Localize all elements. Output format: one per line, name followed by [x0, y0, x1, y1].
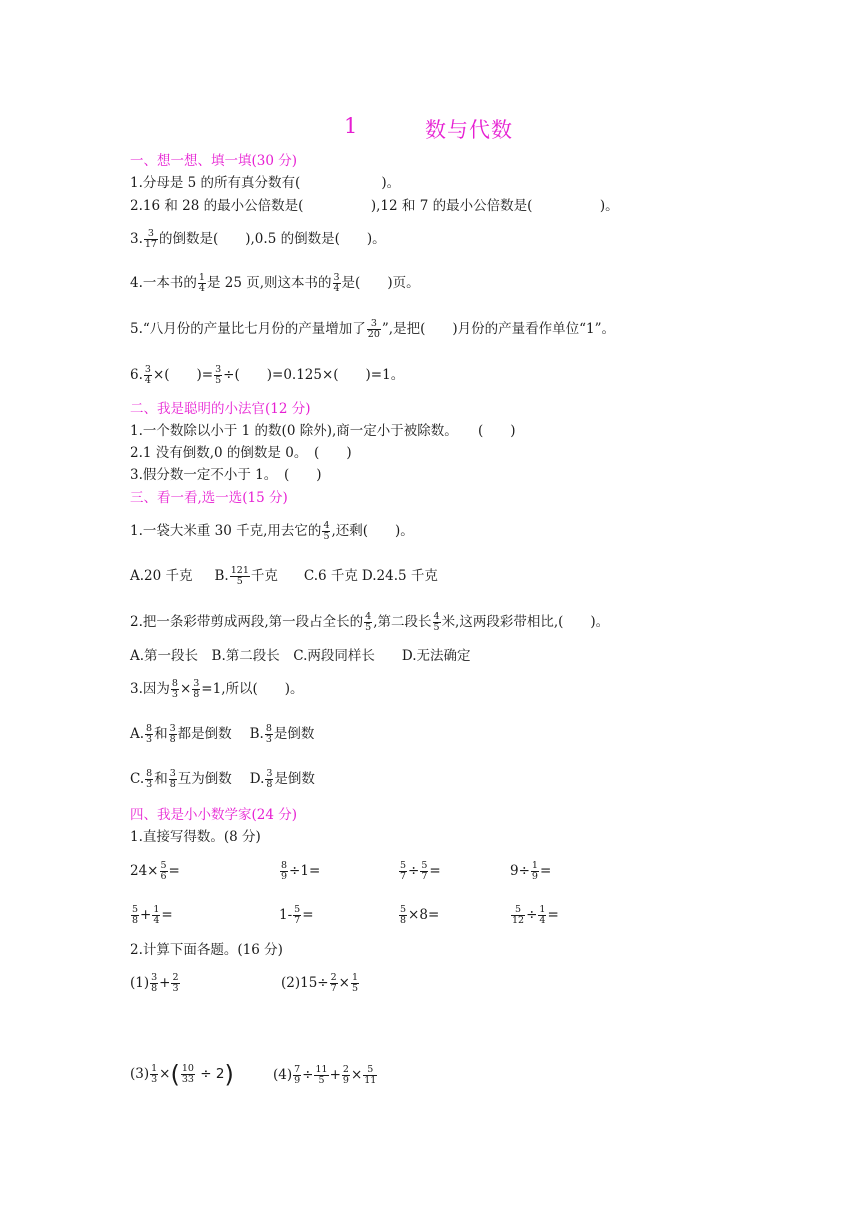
denominator: 5	[236, 576, 243, 587]
s2-question-1: 1.一个数除以小于 1 的数(0 除外),商一定小于被除数。 ( )	[130, 423, 516, 439]
problem-label: (3)	[130, 1066, 150, 1082]
numerator: 1	[198, 272, 205, 283]
s1-question-3	[130, 226, 386, 252]
numerator: 1	[153, 904, 160, 915]
denominator: 7	[330, 983, 337, 994]
title-number: 1	[344, 114, 358, 138]
fraction	[367, 319, 381, 340]
q-text: ,第二段长	[373, 614, 432, 630]
fraction	[214, 365, 222, 386]
denominator: 3	[146, 734, 153, 745]
denominator: 17	[144, 239, 157, 250]
option-c: C.	[130, 771, 145, 787]
expr-text: 1-	[279, 907, 293, 923]
fraction	[181, 1064, 195, 1085]
calc-item	[130, 902, 173, 928]
s3-question-3	[130, 676, 304, 702]
numerator: 3	[151, 972, 158, 983]
fraction	[333, 273, 341, 294]
denominator: 7	[294, 915, 301, 926]
s3-question-1-options	[130, 563, 438, 589]
operator: ÷1=	[289, 863, 321, 879]
calc-item	[398, 858, 441, 884]
option-d: D.	[249, 771, 265, 787]
numerator: 2	[172, 972, 179, 983]
denominator: 20	[367, 329, 380, 340]
section-1-heading: 一、想一想、填一填(30 分)	[130, 153, 298, 169]
fraction	[265, 769, 273, 790]
q-text: ×( )=	[152, 367, 214, 383]
denominator: 5	[351, 983, 359, 994]
denominator: 3	[171, 689, 178, 700]
numerator: 5	[160, 860, 167, 871]
fraction	[144, 229, 158, 250]
q-text: 互为倒数	[177, 771, 232, 787]
denominator: 8	[169, 779, 176, 790]
denominator: 5	[215, 375, 222, 386]
fraction	[399, 905, 407, 926]
s1-question-6	[130, 362, 404, 388]
fraction	[342, 1065, 350, 1086]
q-text: 是倒数	[274, 771, 315, 787]
equals: =	[161, 907, 173, 923]
fraction	[363, 1065, 377, 1086]
option-a: A.20 千克	[130, 568, 193, 584]
equals: =	[429, 863, 441, 879]
problem-label: (4)	[273, 1067, 293, 1083]
equals: =	[168, 863, 180, 879]
denominator: 4	[198, 283, 205, 294]
calc-item	[510, 858, 551, 884]
q-text: 3.因为	[130, 681, 170, 697]
fraction	[169, 724, 177, 745]
fraction	[314, 1065, 328, 1086]
q-text: 4.一本书的	[130, 275, 197, 291]
q-text: 5.“八月份的产量比七月份的产量增加了	[130, 321, 366, 337]
q-text: 2.把一条彩带剪成两段,第一段占全长的	[130, 614, 364, 630]
numerator: 1	[531, 860, 538, 871]
q-text: =1,所以( )。	[201, 681, 304, 697]
q-prefix: 6.	[130, 367, 143, 383]
calc-item	[398, 902, 439, 928]
denominator: 7	[421, 871, 428, 882]
denominator: 8	[193, 689, 200, 700]
denominator: 8	[266, 779, 273, 790]
calc-item	[510, 902, 559, 928]
operator: ÷ 2	[200, 1066, 225, 1082]
s1-question-5	[130, 316, 615, 342]
calc-problem-4	[273, 1062, 378, 1088]
section-3-heading: 三、看一看,选一选(15 分)	[130, 490, 288, 506]
fraction	[169, 769, 177, 790]
equals: =	[547, 907, 559, 923]
denominator: 3	[146, 779, 153, 790]
calc-problem-2	[281, 970, 360, 996]
fraction	[364, 612, 372, 633]
fraction	[145, 724, 153, 745]
denominator: 8	[169, 734, 176, 745]
fraction	[171, 973, 179, 994]
problem-label: (2)15÷	[281, 975, 329, 991]
operator: ×	[350, 1067, 363, 1083]
denominator: 4	[333, 283, 340, 294]
denominator: 4	[153, 915, 160, 926]
q-text: 是( )页。	[341, 275, 420, 291]
numerator: 8	[146, 723, 153, 734]
q-text: 米,这两段彩带相比,( )。	[441, 614, 610, 630]
numerator: 3	[144, 229, 158, 240]
q-text: ,还剩( )。	[331, 523, 414, 539]
s3-question-3-options-cd	[130, 766, 315, 792]
numerator: 8	[265, 723, 272, 734]
q-text: 和	[154, 771, 168, 787]
equals: =	[302, 907, 314, 923]
fraction	[433, 612, 441, 633]
operator: +	[140, 907, 152, 923]
s1-question-4	[130, 270, 420, 296]
operator: ÷	[408, 863, 420, 879]
fraction	[531, 861, 539, 882]
numerator: 3	[215, 364, 222, 375]
operator: +	[329, 1067, 341, 1083]
s1-question-1: 1.分母是 5 的所有真分数有( )。	[130, 175, 401, 191]
operator: ÷	[302, 1067, 314, 1083]
fraction	[160, 861, 168, 882]
numerator: 4	[433, 611, 440, 622]
operator: ÷	[526, 907, 538, 923]
denominator: 12	[512, 915, 525, 926]
denominator: 5	[365, 622, 372, 633]
numerator: 10	[181, 1063, 194, 1074]
option-b: B.	[249, 726, 264, 742]
fraction	[171, 679, 179, 700]
q-text: 都是倒数	[177, 726, 232, 742]
numerator: 8	[146, 768, 153, 779]
numerator: 2	[342, 1064, 349, 1075]
fraction	[150, 973, 158, 994]
s4-subheading-1: 1.直接写得数。(8 分)	[130, 829, 261, 845]
numerator: 3	[367, 319, 381, 330]
numerator: 2	[330, 972, 337, 983]
numerator: 8	[171, 678, 178, 689]
numerator: 5	[132, 904, 139, 915]
calc-item	[279, 858, 320, 884]
s3-question-2-options: A.第一段长 B.第二段长 C.两段同样长 D.无法确定	[130, 648, 471, 664]
numerator: 3	[169, 723, 176, 734]
denominator: 7	[400, 871, 407, 882]
denominator: 8	[400, 915, 407, 926]
denominator: 3	[172, 983, 179, 994]
numerator: 3	[193, 678, 200, 689]
numerator: 4	[323, 520, 330, 531]
numerator: 5	[421, 860, 428, 871]
calc-problem-3	[130, 1060, 234, 1089]
option-a: A.	[130, 726, 145, 742]
fraction	[420, 861, 428, 882]
denominator: 11	[364, 1075, 377, 1086]
numerator: 3	[333, 272, 340, 283]
fraction	[293, 905, 301, 926]
denominator: 3	[151, 1074, 158, 1085]
operator: +	[159, 975, 171, 991]
calc-item	[279, 902, 314, 928]
fraction	[511, 905, 525, 926]
denominator: 9	[294, 1075, 301, 1086]
numerator: 11	[315, 1064, 328, 1075]
fraction	[230, 566, 250, 587]
left-paren: (	[170, 1060, 180, 1089]
fraction	[322, 521, 330, 542]
problem-label: (1)	[130, 975, 150, 991]
operator: ×	[338, 975, 350, 991]
expr-text: 9÷	[510, 863, 530, 879]
fraction	[293, 1065, 301, 1086]
numerator: 1	[151, 1063, 158, 1074]
expr-text: 24×	[130, 863, 159, 879]
calc-problem-1	[130, 970, 181, 996]
numerator: 3	[169, 768, 176, 779]
numerator: 8	[281, 860, 288, 871]
denominator: 4	[144, 375, 151, 386]
q-text: ”,是把( )月份的产量看作单位“1”。	[381, 321, 616, 337]
numerator: 4	[365, 611, 372, 622]
denominator: 5	[318, 1075, 325, 1086]
q-text: ×	[179, 681, 192, 697]
denominator: 5	[433, 622, 440, 633]
denominator: 6	[160, 871, 167, 882]
q-prefix: 3.	[130, 231, 143, 247]
fraction	[152, 905, 160, 926]
numerator: 1	[351, 972, 359, 983]
denominator: 33	[181, 1074, 194, 1085]
numerator: 5	[400, 904, 407, 915]
numerator: 5	[511, 905, 525, 916]
fraction	[150, 1064, 158, 1085]
fraction	[198, 273, 206, 294]
denominator: 5	[323, 531, 330, 542]
q-text: ÷( )=0.125×( )=1。	[223, 367, 405, 383]
numerator: 3	[266, 768, 273, 779]
fraction	[399, 861, 407, 882]
denominator: 9	[342, 1075, 349, 1086]
right-paren: )	[224, 1060, 234, 1089]
numerator: 7	[294, 1064, 301, 1075]
denominator: 4	[539, 915, 546, 926]
fraction	[192, 679, 200, 700]
s1-question-2: 2.16 和 28 的最小公倍数是( ),12 和 7 的最小公倍数是( )。	[130, 198, 619, 214]
operator: ×8=	[408, 907, 440, 923]
denominator: 9	[281, 871, 288, 882]
calc-item	[130, 858, 180, 884]
fraction	[265, 724, 273, 745]
numerator: 5	[400, 860, 407, 871]
numerator: 121	[230, 565, 249, 576]
s4-subheading-2: 2.计算下面各题。(16 分)	[130, 942, 283, 958]
q-text: 的倒数是( ),0.5 的倒数是( )。	[158, 231, 386, 247]
equals: =	[539, 863, 552, 879]
option-b: B.	[214, 568, 229, 584]
page-title	[0, 114, 860, 140]
numerator: 5	[294, 904, 301, 915]
fraction	[144, 365, 152, 386]
s3-question-2	[130, 609, 609, 635]
option-c: C.6 千克	[303, 568, 358, 584]
title-text: 数与代数	[425, 118, 513, 142]
option-b-unit: 千克	[250, 568, 278, 584]
s2-question-2: 2.1 没有倒数,0 的倒数是 0。 ( )	[130, 445, 352, 461]
denominator: 8	[151, 983, 158, 994]
section-4-heading: 四、我是小小数学家(24 分)	[130, 807, 298, 823]
fraction	[330, 973, 338, 994]
s3-question-1	[130, 518, 414, 544]
denominator: 8	[132, 915, 139, 926]
section-2-heading: 二、我是聪明的小法官(12 分)	[130, 401, 311, 417]
numerator: 1	[539, 904, 546, 915]
q-text: 是倒数	[273, 726, 315, 742]
s3-question-3-options-ab	[130, 721, 314, 747]
numerator: 5	[363, 1065, 377, 1076]
denominator: 3	[265, 734, 272, 745]
q-text: 1.一袋大米重 30 千克,用去它的	[130, 523, 322, 539]
fraction	[538, 905, 546, 926]
denominator: 9	[531, 871, 538, 882]
option-d: D.24.5 千克	[361, 568, 438, 584]
operator: ×	[159, 1066, 171, 1082]
numerator: 3	[144, 364, 151, 375]
fraction	[280, 861, 288, 882]
fraction	[351, 973, 359, 994]
q-text: 是 25 页,则这本书的	[206, 275, 332, 291]
fraction	[145, 769, 153, 790]
fraction	[131, 905, 139, 926]
s2-question-3: 3.假分数一定不小于 1。 ( )	[130, 467, 322, 483]
q-text: 和	[154, 726, 168, 742]
